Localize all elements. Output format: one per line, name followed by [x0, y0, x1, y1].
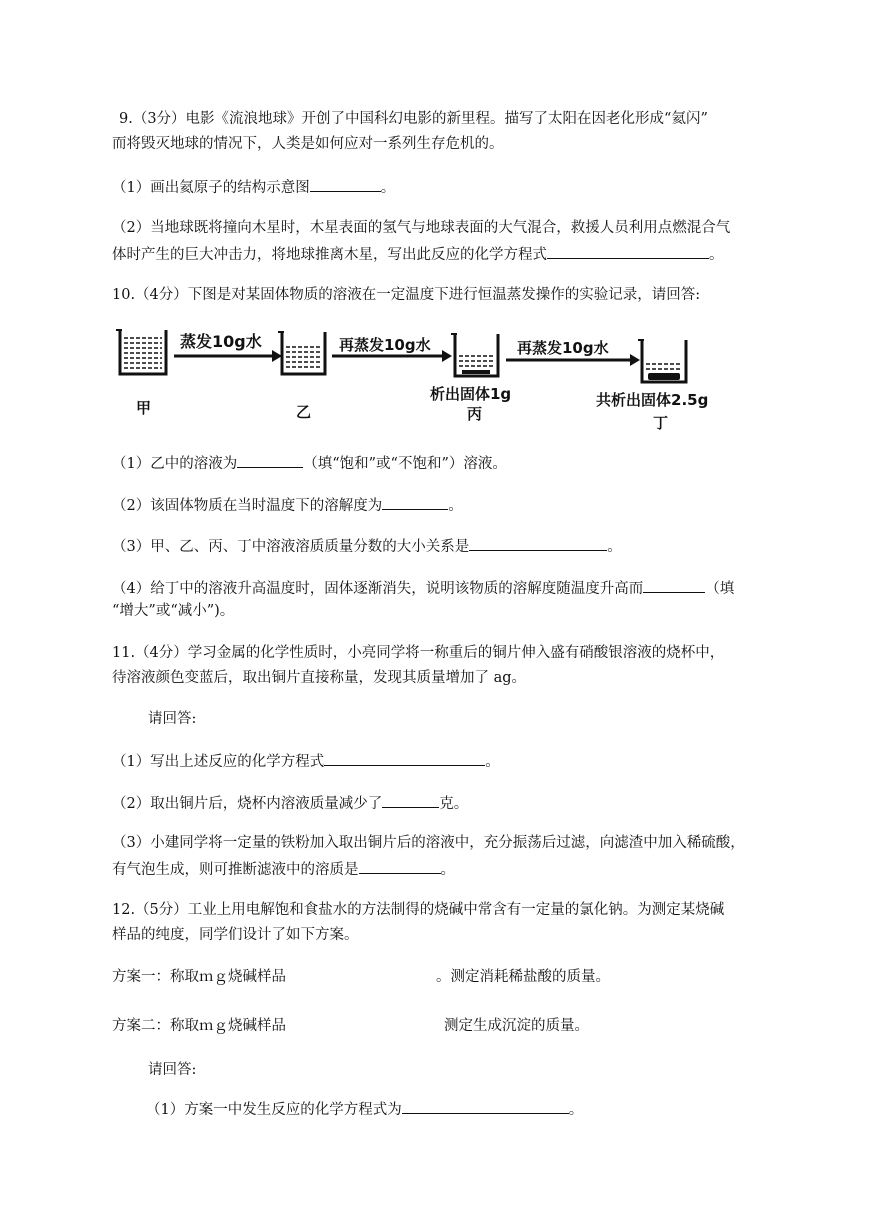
q11-line-2: 待溶液颜色变蓝后，取出铜片直接称量，发现其质量增加了 ag。	[112, 670, 527, 686]
q11-line-1: 11.（4分）学习金属的化学性质时，小亮同学将一称重后的铜片伸入盛有硝酸银溶液的烧杯中，	[112, 645, 725, 661]
q9-part-1-answer-blank[interactable]	[310, 176, 381, 192]
precip-bing: 析出固体1g	[430, 385, 512, 403]
q9-part-2-line-2	[112, 243, 724, 265]
label-ding: 丁	[653, 414, 669, 432]
q10-part-4-line-1	[112, 577, 734, 599]
arrow-3-label: 再蒸发10g水	[517, 339, 609, 357]
evaporation-diagram	[112, 318, 762, 433]
beaker-yi	[278, 332, 325, 374]
precip-ding: 共析出固体2.5g	[596, 391, 709, 409]
q9-part-2-end: 。	[709, 247, 724, 263]
q10-part-1-answer-blank[interactable]	[237, 452, 303, 468]
q12-line-1: 12.（5分）工业上用电解饱和食盐水的方法制得的烧碱中常含有一定量的氯化钠。为测定某烧碱	[112, 902, 725, 918]
beaker-ding	[638, 340, 686, 382]
q11-part-3-text: 有气泡生成，则可推断滤液中的溶质是	[112, 862, 359, 878]
q12-plan-2-end: 测定生成沉淀的质量。	[444, 1018, 589, 1034]
q10-part-2-text: （2）该固体物质在当时温度下的溶解度为	[112, 498, 383, 514]
q12-plan-1-end: 。测定消耗稀盐酸的质量。	[436, 969, 610, 985]
label-bing: 丙	[467, 405, 483, 423]
q10-part-1-text: （1）乙中的溶液为	[112, 456, 238, 472]
q11-part-1-answer-blank[interactable]	[324, 750, 485, 766]
q12-prompt: 请回答:	[148, 1062, 197, 1078]
beaker-jia	[116, 330, 166, 374]
q10-part-2-answer-blank[interactable]	[382, 494, 448, 510]
q12-part-1	[146, 1098, 583, 1120]
q9-line-1: 9.（3分）电影《流浪地球》开创了中国科幻电影的新里程。描写了太阳在因老化形成“氦闪”	[119, 111, 708, 127]
q11-part-2-end: 克。	[439, 796, 469, 812]
q12-part-1-end: 。	[568, 1102, 584, 1118]
q10-part-4-end: （填	[705, 581, 735, 597]
q11-part-1	[112, 750, 500, 772]
q10-part-3	[112, 535, 622, 557]
q9-part-2-text: 体时产生的巨大冲击力，将地球推离木星，写出此反应的化学方程式	[112, 247, 547, 263]
q10-part-3-end: 。	[607, 539, 622, 555]
q11-part-3-answer-blank[interactable]	[359, 858, 441, 874]
q10-line-1: 10.（4分）下图是对某固体物质的溶液在一定温度下进行恒温蒸发操作的实验记录，请回答:	[112, 287, 701, 303]
q9-part-2-answer-blank[interactable]	[547, 243, 709, 259]
q9-part-1-end: 。	[380, 180, 396, 196]
beaker-bing	[451, 334, 498, 376]
q12-plan-1-text: 方案一：称取ｍｇ烧碱样品	[112, 969, 286, 985]
label-yi: 乙	[296, 403, 312, 421]
q10-part-2	[112, 494, 463, 516]
q9-part-1	[112, 176, 395, 198]
q9-part-1-text: （1）画出氦原子的结构示意图	[112, 180, 310, 196]
q11-part-2-answer-blank[interactable]	[382, 792, 439, 808]
q11-part-3-end: 。	[440, 862, 455, 878]
q11-part-3-line-2	[112, 858, 455, 880]
arrow-1-label: 蒸发10g水	[180, 332, 262, 351]
q10-part-1-end: （填“饱和”或“不饱和”）溶液。	[303, 456, 507, 472]
label-jia: 甲	[136, 399, 152, 417]
q10-part-1	[112, 452, 507, 474]
q12-part-1-text: （1）方案一中发生反应的化学方程式为	[146, 1102, 402, 1118]
q10-part-4-line-2: “增大”或“减小”)。	[112, 603, 235, 619]
q10-part-4-text: （4）给丁中的溶液升高温度时，固体逐渐消失，说明该物质的溶解度随温度升高而	[112, 581, 644, 597]
q12-plan-2	[112, 1016, 589, 1036]
q12-plan-2-text: 方案二：称取ｍｇ烧碱样品	[112, 1018, 286, 1034]
q12-plan-1	[112, 967, 610, 987]
q10-part-3-answer-blank[interactable]	[469, 535, 607, 551]
q11-part-1-end: 。	[485, 754, 500, 770]
q9-part-2-line-1: （2）当地球既将撞向木星时，木星表面的氢气与地球表面的大气混合，救援人员利用点燃混合气	[112, 220, 731, 236]
q11-prompt: 请回答:	[148, 711, 197, 727]
q12-part-1-answer-blank[interactable]	[402, 1098, 569, 1114]
q11-part-2-text: （2）取出铜片后，烧杯内溶液质量减少了	[112, 796, 383, 812]
q9-line-2: 而将毁灭地球的情况下，人类是如何应对一系列生存危机的。	[112, 136, 504, 152]
arrow-2-label: 再蒸发10g水	[339, 336, 431, 354]
q11-part-1-text: （1）写出上述反应的化学方程式	[112, 754, 325, 770]
q10-part-2-end: 。	[448, 498, 463, 514]
q11-part-3-line-1: （3）小建同学将一定量的铁粉加入取出铜片后的溶液中，充分振荡后过滤，向滤渣中加入稀硫酸，	[112, 835, 745, 851]
q11-part-2	[112, 792, 468, 814]
q10-part-3-text: （3）甲、乙、丙、丁中溶液溶质质量分数的大小关系是	[112, 539, 470, 555]
q10-part-4-answer-blank[interactable]	[643, 577, 705, 593]
q12-line-2: 样品的纯度，同学们设计了如下方案。	[112, 927, 359, 943]
